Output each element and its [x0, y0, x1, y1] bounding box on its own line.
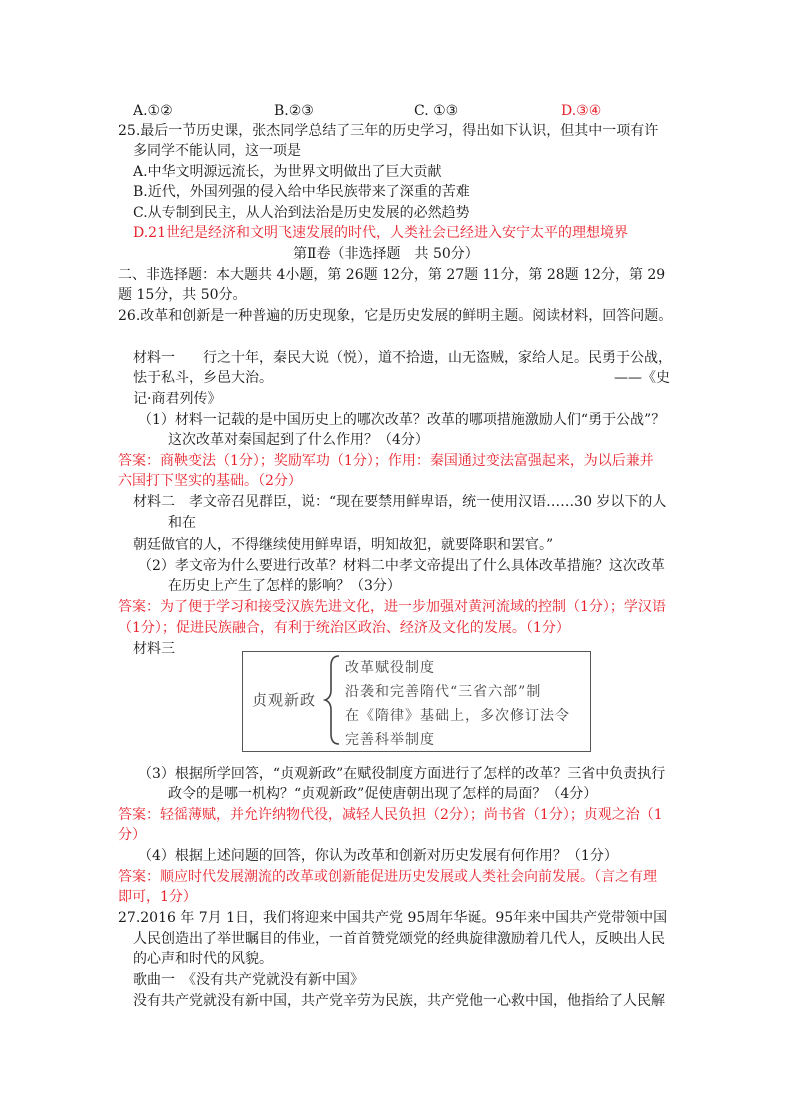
material-3-box-item-4: 完善科举制度 [345, 732, 435, 748]
material-1-source-part-2: 记·商君列传》 [133, 391, 222, 407]
material-1-source-part-1: ——《史 [614, 370, 670, 386]
material-3-box-item-2: 沿袭和完善隋代“三省六部”制 [345, 684, 542, 700]
q26-2-line-1: （2）孝文帝为什么要进行改革？材料二中孝文帝提出了什么具体改革措施？这次改革 [138, 558, 665, 574]
q26-4-line-1: （4）根据上述问题的回答，你认为改革和创新对历史发展有何作用？（1分） [138, 848, 618, 864]
q26-3-line-1: （3）根据所学回答，“贞观新政”在赋役制度方面进行了怎样的改革？三省中负责执行 [138, 766, 666, 782]
q27-stem-line-2: 人民创造出了举世瞩目的伟业，一首首赞党颂党的经典旋律激励着几代人，反映出人民 [133, 931, 665, 947]
q26-3-line-2: 政令的是哪一机构？“贞观新政”促使唐朝出现了怎样的局面？（4分） [168, 786, 598, 802]
material-3-box-item-3: 在《隋律》基础上，多次修订法令 [345, 708, 570, 724]
option-b-label: B.②③ [274, 103, 314, 119]
option-c-label: C. ①③ [414, 103, 459, 119]
material-3-box-item-1: 改革赋役制度 [345, 660, 435, 676]
material-2-line-3: 朝廷做官的人，不得继续使用鲜卑语，明知故犯，就要降职和罢官。” [133, 537, 554, 553]
section-2-heading-line-1: 二、非选择题：本大题共 4小题，第 26题 12分，第 27题 11分，第 28题 12分，第 29 [118, 267, 666, 283]
answer-26-2-line-2: （1分）；促进民族融合，有利于统治区政治、经济及文化的发展。（1分） [118, 620, 570, 636]
answer-26-2-line-1: 答案：为了便于学习和接受汉族先进文化，进一步加强对黄河流域的控制（1分）；学汉语 [118, 599, 666, 615]
song-1-title: 歌曲一 《没有共产党就没有新中国》 [133, 972, 364, 988]
q25-stem-line-2: 多同学不能认同，这一项是 [133, 143, 301, 159]
song-1-lyrics-line-1: 没有共产党就没有新中国，共产党辛劳为民族，共产党他一心救中国，他指给了人民解 [133, 993, 665, 1009]
option-d-label-answer: D.③④ [561, 103, 602, 119]
q25-option-c: C.从专制到民主，从人治到法治是历史发展的必然趋势 [133, 205, 470, 221]
q26-stem: 26.改革和创新是一种普遍的历史现象，它是历史发展的鲜明主题。阅读材料，回答问题。 [118, 308, 673, 324]
answer-26-4-line-2: 即可，1分） [118, 889, 197, 905]
answer-26-1-line-2: 六国打下坚实的基础。（2分） [118, 473, 302, 489]
option-a-label: A.①② [133, 103, 173, 119]
q25-option-a: A.中华文明源远流长，为世界文明做出了巨大贡献 [133, 164, 442, 180]
q26-1-line-1: （1）材料一记载的是中国历史上的哪次改革？改革的哪项措施激励人们“勇于公战”？ [138, 412, 666, 428]
q26-2-line-2: 在历史上产生了怎样的影响？（3分） [168, 578, 401, 594]
q25-option-d-answer: D.21世纪是经济和文明飞速发展的时代，人类社会已经进入安宁太平的理想境界 [133, 225, 628, 241]
q26-1-line-2: 这次改革对秦国起到了什么作用？（4分） [168, 432, 429, 448]
q25-stem-line-1: 25.最后一节历史课，张杰同学总结了三年的历史学习，得出如下认识，但其中一项有许 [118, 123, 659, 139]
answer-26-3-line-2: 分） [118, 827, 146, 843]
answer-26-1-line-1: 答案：商鞅变法（1分）；奖励军功（1分）；作用：秦国通过变法富强起来，为以后兼并 [118, 453, 654, 469]
material-1-line-1: 材料一 行之十年，秦民大说（悦），道不拾遗，山无盗贼，家给人足。民勇于公战， [133, 350, 672, 366]
material-2-line-2: 和在 [168, 515, 196, 531]
material-3-label: 材料三 [133, 641, 175, 657]
q27-stem-line-1: 27.2016 年 7月 1日，我们将迎来中国共产党 95周年华诞。95年来中国共产党带领中国 [118, 910, 668, 926]
curly-brace-icon [323, 652, 343, 748]
q25-option-b: B.近代，外国列强的侵入给中华民族带来了深重的苦难 [133, 184, 470, 200]
material-3-box-title: 贞观新政 [252, 691, 317, 709]
part-2-title: 第Ⅱ卷（非选择题 共 50分） [293, 246, 479, 262]
material-1-line-2: 怯于私斗，乡邑大治。 [133, 370, 273, 386]
q27-stem-line-3: 的心声和时代的风貌。 [133, 951, 273, 967]
answer-26-4-line-1: 答案：顺应时代发展潮流的改革或创新能促进历史发展或人类社会向前发展。（言之有理 [118, 869, 657, 885]
answer-26-3-line-1: 答案：轻徭薄赋，并允许纳物代役，减轻人民负担（2分）；尚书省（1分）；贞观之治（1 [118, 807, 663, 823]
material-2-line-1: 材料二 孝文帝召见群臣，说：“现在要禁用鲜卑语，统一使用汉语……30 岁以下的人 [133, 494, 667, 510]
section-2-heading-line-2: 题 15分，共 50分。 [118, 287, 247, 303]
